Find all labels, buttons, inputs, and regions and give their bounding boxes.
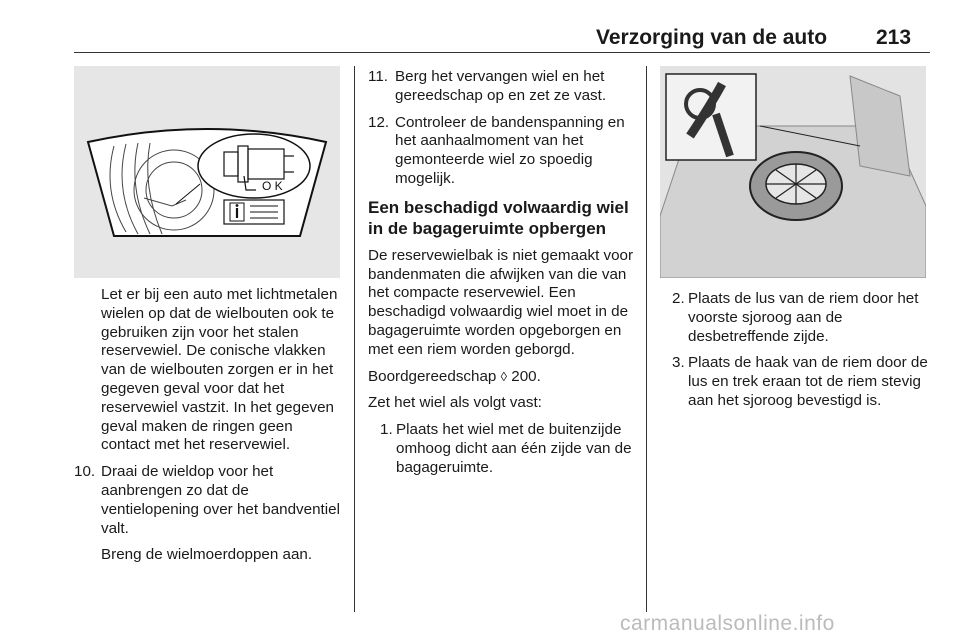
wheel-bolt-illustration: [74, 66, 340, 278]
section-heading: Een beschadigd volwaardig wiel in de bagageruimte opbergen: [368, 197, 629, 238]
step-10: [74, 463, 340, 538]
tool-reference: [368, 368, 636, 387]
step-11: [368, 68, 636, 106]
step-10-text: Draai de wieldop voor het aanbrengen zo dat de ventielopening over het bandventiel valt.: [101, 463, 340, 537]
sub-step-2: [660, 290, 930, 346]
cargo-wheel-figure: [660, 66, 926, 278]
cargo-wheel-illustration: [660, 66, 926, 278]
ok-label: O K: [262, 179, 283, 193]
header-rule: [74, 52, 930, 53]
sub-step-3-text: Plaats de haak van de riem door de lus en trek eraan tot de riem stevig aan het sjoroog bevestigd is.: [688, 354, 928, 409]
sub-step-1: [368, 421, 636, 477]
column-3-text: [660, 290, 930, 419]
alloy-wheel-note: Let er bij een auto met lichtmetalen wielen op dat de wielbouten ook te gebruiken zijn voor het stalen reservewiel. De conische vlakken van de wielbouten zorgen er in het gegeven geval voor dat het reservewiel vastzit. In het gegeven geval maken de ringen geen contact met het reservewiel.: [101, 286, 338, 454]
column-rule-1: [354, 66, 355, 612]
step-11-text: Berg het vervangen wiel en het gereedschap op en zet ze vast.: [395, 68, 607, 104]
page-number: 213: [876, 26, 912, 49]
step-12: [368, 114, 636, 189]
info-icon: [224, 200, 284, 224]
sub-step-2-text: Plaats de lus van de riem door het voorste sjoroog aan de desbetreffende zijde.: [688, 290, 919, 345]
step-10-note: Breng de wielmoerdoppen aan.: [101, 546, 313, 564]
tool-reference-text: Boordgereedschap: [368, 367, 497, 385]
step-11-number: 11.: [368, 68, 388, 85]
secure-intro: Zet het wiel als volgt vast:: [368, 394, 542, 412]
column-1-text: [74, 286, 340, 573]
column-2-text: [368, 68, 636, 486]
sub-step-3-number: 3.: [672, 354, 685, 372]
column-rule-2: [646, 66, 647, 612]
page-header-title: Verzorging van de auto: [596, 26, 828, 49]
tool-reference-page[interactable]: 200.: [511, 367, 541, 385]
wheel-bolt-figure: [74, 66, 340, 278]
sub-step-2-number: 2.: [672, 290, 685, 307]
page-reference-icon: ◊: [500, 368, 508, 384]
watermark: carmanualsonline.info: [620, 612, 835, 635]
step-10-number: 10.: [74, 463, 96, 481]
spare-wheel-paragraph: De reservewielbak is niet gemaakt voor bandenmaten die afwijken van die van het compacte reservewiel. Een beschadigd volwaardig wiel moet in de bagageruimte worden opgeborgen en met een riem worden geborgd.: [368, 246, 634, 358]
sub-step-3: [660, 354, 930, 410]
step-12-text: Controleer de bandenspanning en het aanhaalmoment van het gemonteerde wiel zo spoedig mogelijk.: [395, 113, 625, 187]
sub-step-1-number: 1.: [380, 421, 393, 439]
step-12-number: 12.: [368, 113, 390, 131]
sub-step-1-text: Plaats het wiel met de buitenzijde omhoog dicht aan één zijde van de bagageruimte.: [396, 421, 632, 476]
